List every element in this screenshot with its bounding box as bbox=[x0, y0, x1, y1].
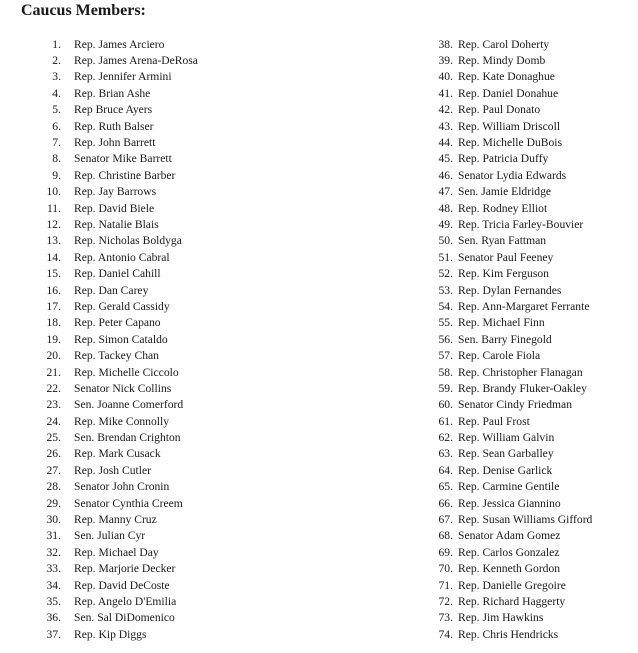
list-item bbox=[24, 413, 198, 429]
list-item bbox=[416, 561, 592, 577]
list-item bbox=[24, 282, 198, 298]
list-item bbox=[24, 315, 198, 331]
list-item bbox=[416, 167, 592, 183]
list-item bbox=[416, 593, 592, 609]
item-number: 21. bbox=[46, 365, 61, 379]
list-item bbox=[416, 364, 592, 380]
member-name: Rep. Kenneth Gordon bbox=[458, 562, 561, 576]
item-number: 64. bbox=[438, 463, 453, 477]
item-number: 70. bbox=[438, 562, 453, 576]
list-item bbox=[24, 561, 198, 577]
item-number: 34. bbox=[46, 578, 61, 592]
member-name: Rep. Josh Cutler bbox=[74, 463, 151, 477]
member-name: Rep. Jim Hawkins bbox=[458, 611, 544, 625]
item-number: 8. bbox=[52, 152, 61, 166]
list-item bbox=[24, 446, 198, 462]
member-name: Senator Nick Collins bbox=[74, 381, 172, 395]
list-item bbox=[416, 610, 592, 626]
list-item bbox=[416, 298, 592, 314]
member-name: Sen. Sal DiDomenico bbox=[74, 611, 175, 625]
member-name: Senator John Cronin bbox=[74, 480, 170, 494]
list-item bbox=[24, 151, 198, 167]
list-item bbox=[24, 380, 198, 396]
item-number: 19. bbox=[46, 332, 61, 346]
member-name: Rep. Christine Barber bbox=[74, 168, 176, 182]
list-item bbox=[416, 511, 592, 527]
list-item bbox=[24, 249, 198, 265]
list-item bbox=[416, 216, 592, 232]
list-item bbox=[24, 511, 198, 527]
list-item bbox=[24, 298, 198, 314]
member-name: Rep. Michelle DuBois bbox=[458, 136, 563, 150]
member-name: Rep. Mark Cusack bbox=[74, 447, 161, 461]
member-name: Rep. David DeCoste bbox=[74, 578, 170, 592]
item-number: 7. bbox=[52, 136, 61, 150]
member-name: Rep. Kim Ferguson bbox=[458, 267, 549, 281]
item-number: 51. bbox=[438, 250, 453, 264]
item-number: 44. bbox=[438, 136, 453, 150]
list-item bbox=[416, 462, 592, 478]
caucus-list-right bbox=[416, 36, 592, 642]
item-number: 61. bbox=[438, 414, 453, 428]
list-item bbox=[24, 167, 198, 183]
list-item bbox=[416, 151, 592, 167]
member-name: Rep. Jessica Giannino bbox=[458, 496, 561, 510]
item-number: 72. bbox=[438, 594, 453, 608]
caucus-list-left bbox=[24, 36, 198, 642]
item-number: 4. bbox=[52, 86, 61, 100]
item-number: 10. bbox=[46, 185, 61, 199]
member-name: Rep. Carol Doherty bbox=[458, 37, 550, 51]
member-name: Rep. Chris Hendricks bbox=[458, 627, 559, 641]
item-number: 36. bbox=[46, 611, 61, 625]
item-number: 23. bbox=[46, 398, 61, 412]
item-number: 45. bbox=[438, 152, 453, 166]
list-item bbox=[24, 626, 198, 642]
item-number: 42. bbox=[438, 103, 453, 117]
list-item bbox=[416, 249, 592, 265]
member-name: Rep. Dylan Fernandes bbox=[458, 283, 562, 297]
item-number: 63. bbox=[438, 447, 453, 461]
item-number: 33. bbox=[46, 562, 61, 576]
list-item bbox=[416, 577, 592, 593]
member-name: Rep. Paul Donato bbox=[458, 103, 541, 117]
list-item bbox=[24, 577, 198, 593]
list-item bbox=[24, 102, 198, 118]
list-item bbox=[24, 331, 198, 347]
member-name: Rep. Ruth Balser bbox=[74, 119, 154, 133]
member-name: Rep. Carmine Gentile bbox=[458, 480, 560, 494]
member-name: Rep. Marjorie Decker bbox=[74, 562, 176, 576]
item-number: 29. bbox=[46, 496, 61, 510]
member-name: Sen. Brendan Crighton bbox=[74, 431, 181, 445]
member-name: Rep. Patricia Duffy bbox=[458, 152, 549, 166]
item-number: 59. bbox=[438, 381, 453, 395]
list-item bbox=[416, 315, 592, 331]
member-name: Rep. Michael Day bbox=[74, 545, 159, 559]
member-name: Rep. Kip Diggs bbox=[74, 627, 147, 641]
member-name: Rep. Dan Carey bbox=[74, 283, 149, 297]
list-item bbox=[416, 413, 592, 429]
list-item bbox=[24, 479, 198, 495]
item-number: 62. bbox=[438, 431, 453, 445]
member-name: Sen. Jamie Eldridge bbox=[458, 185, 552, 199]
list-item bbox=[24, 216, 198, 232]
member-name: Rep. Brandy Fluker-Oakley bbox=[458, 381, 587, 395]
member-name: Rep. Gerald Cassidy bbox=[74, 299, 170, 313]
member-name: Rep. Rodney Elliot bbox=[458, 201, 548, 215]
list-item bbox=[24, 184, 198, 200]
item-number: 69. bbox=[438, 545, 453, 559]
item-number: 16. bbox=[46, 283, 61, 297]
member-name: Rep. Carole Fiola bbox=[458, 349, 541, 363]
member-name: Sen. Ryan Fattman bbox=[458, 234, 547, 248]
item-number: 37. bbox=[46, 627, 61, 641]
list-item bbox=[416, 134, 592, 150]
member-name: Rep. Ann-Margaret Ferrante bbox=[458, 299, 590, 313]
member-name: Rep. Jay Barrows bbox=[74, 185, 157, 199]
item-number: 13. bbox=[46, 234, 61, 248]
item-number: 57. bbox=[438, 349, 453, 363]
member-name: Senator Lydia Edwards bbox=[458, 168, 567, 182]
member-name: Senator Cindy Friedman bbox=[458, 398, 572, 412]
list-item bbox=[24, 429, 198, 445]
item-number: 47. bbox=[438, 185, 453, 199]
member-name: Rep. Susan Williams Gifford bbox=[458, 513, 593, 527]
item-number: 56. bbox=[438, 332, 453, 346]
item-number: 3. bbox=[52, 70, 61, 84]
member-name: Rep. William Galvin bbox=[458, 431, 555, 445]
list-item bbox=[24, 118, 198, 134]
list-item bbox=[416, 626, 592, 642]
member-name: Rep. Mike Connolly bbox=[74, 414, 170, 428]
item-number: 30. bbox=[46, 513, 61, 527]
item-number: 74. bbox=[438, 627, 453, 641]
item-number: 58. bbox=[438, 365, 453, 379]
item-number: 14. bbox=[46, 250, 61, 264]
item-number: 55. bbox=[438, 316, 453, 330]
page-title: Caucus Members: bbox=[21, 2, 146, 19]
item-number: 2. bbox=[52, 54, 61, 68]
item-number: 9. bbox=[52, 168, 61, 182]
member-name: Senator Mike Barrett bbox=[74, 152, 172, 166]
item-number: 18. bbox=[46, 316, 61, 330]
item-number: 67. bbox=[438, 513, 453, 527]
list-item bbox=[416, 479, 592, 495]
member-name: Rep. Manny Cruz bbox=[74, 513, 157, 527]
member-name: Rep. Peter Capano bbox=[74, 316, 161, 330]
member-name: Rep. David Biele bbox=[74, 201, 155, 215]
member-name: Rep. Denise Garlick bbox=[458, 463, 553, 477]
member-name: Rep. Angelo D'Emilia bbox=[74, 594, 177, 608]
list-item bbox=[416, 282, 592, 298]
list-item bbox=[24, 593, 198, 609]
list-item bbox=[416, 69, 592, 85]
member-name: Senator Paul Feeney bbox=[458, 250, 554, 264]
list-item bbox=[24, 347, 198, 363]
member-name: Rep. Brian Ashe bbox=[74, 86, 151, 100]
item-number: 39. bbox=[438, 54, 453, 68]
list-item bbox=[24, 85, 198, 101]
member-name: Rep. Jennifer Armini bbox=[74, 70, 172, 84]
item-number: 50. bbox=[438, 234, 453, 248]
list-item bbox=[416, 495, 592, 511]
item-number: 38. bbox=[438, 37, 453, 51]
item-number: 68. bbox=[438, 529, 453, 543]
item-number: 26. bbox=[46, 447, 61, 461]
item-number: 11. bbox=[46, 201, 61, 215]
member-name: Rep. Daniel Donahue bbox=[458, 86, 559, 100]
member-name: Rep. James Arciero bbox=[74, 37, 165, 51]
list-item bbox=[24, 528, 198, 544]
item-number: 12. bbox=[46, 217, 61, 231]
list-item bbox=[416, 331, 592, 347]
list-item bbox=[24, 200, 198, 216]
list-item bbox=[416, 118, 592, 134]
item-number: 25. bbox=[46, 431, 61, 445]
member-name: Rep. Nicholas Boldyga bbox=[74, 234, 182, 248]
list-item bbox=[416, 544, 592, 560]
list-item bbox=[24, 52, 198, 68]
member-name: Rep. Danielle Gregoire bbox=[458, 578, 566, 592]
member-name: Rep. Christopher Flanagan bbox=[458, 365, 583, 379]
member-name: Rep. Simon Cataldo bbox=[74, 332, 168, 346]
member-name: Rep. Natalie Blais bbox=[74, 217, 159, 231]
list-item bbox=[416, 528, 592, 544]
list-item bbox=[24, 36, 198, 52]
item-number: 20. bbox=[46, 349, 61, 363]
item-number: 1. bbox=[52, 37, 61, 51]
item-number: 31. bbox=[46, 529, 61, 543]
member-name: Rep. James Arena-DeRosa bbox=[74, 54, 198, 68]
member-name: Rep. Tricia Farley-Bouvier bbox=[458, 217, 584, 231]
list-item bbox=[24, 397, 198, 413]
member-name: Rep. Paul Frost bbox=[458, 414, 530, 428]
list-item bbox=[416, 184, 592, 200]
list-item bbox=[24, 265, 198, 281]
member-name: Rep. Daniel Cahill bbox=[74, 267, 161, 281]
item-number: 24. bbox=[46, 414, 61, 428]
item-number: 17. bbox=[46, 299, 61, 313]
list-item bbox=[416, 36, 592, 52]
member-name: Rep. Richard Haggerty bbox=[458, 594, 566, 608]
list-item bbox=[416, 233, 592, 249]
item-number: 53. bbox=[438, 283, 453, 297]
member-name: Rep. Michael Finn bbox=[458, 316, 545, 330]
list-item bbox=[24, 134, 198, 150]
item-number: 15. bbox=[46, 267, 61, 281]
item-number: 48. bbox=[438, 201, 453, 215]
item-number: 28. bbox=[46, 480, 61, 494]
item-number: 46. bbox=[438, 168, 453, 182]
member-name: Rep. Sean Garballey bbox=[458, 447, 554, 461]
item-number: 54. bbox=[438, 299, 453, 313]
item-number: 71. bbox=[438, 578, 453, 592]
member-name: Rep. Mindy Domb bbox=[458, 54, 546, 68]
item-number: 49. bbox=[438, 217, 453, 231]
member-name: Senator Cynthia Creem bbox=[74, 496, 183, 510]
member-name: Rep. Kate Donaghue bbox=[458, 70, 555, 84]
list-item bbox=[416, 380, 592, 396]
list-item bbox=[24, 495, 198, 511]
list-item bbox=[24, 69, 198, 85]
item-number: 22. bbox=[46, 381, 61, 395]
item-number: 65. bbox=[438, 480, 453, 494]
member-name: Rep Bruce Ayers bbox=[74, 103, 153, 117]
item-number: 73. bbox=[438, 611, 453, 625]
member-name: Senator Adam Gomez bbox=[458, 529, 561, 543]
member-name: Rep. William Driscoll bbox=[458, 119, 561, 133]
member-name: Sen. Joanne Comerford bbox=[74, 398, 184, 412]
list-item bbox=[24, 233, 198, 249]
list-item bbox=[416, 52, 592, 68]
member-name: Rep. Tackey Chan bbox=[74, 349, 159, 363]
item-number: 66. bbox=[438, 496, 453, 510]
list-item bbox=[416, 347, 592, 363]
item-number: 6. bbox=[52, 119, 61, 133]
item-number: 52. bbox=[438, 267, 453, 281]
member-name: Rep. Michelle Ciccolo bbox=[74, 365, 179, 379]
list-item bbox=[416, 429, 592, 445]
list-item bbox=[24, 364, 198, 380]
list-item bbox=[416, 446, 592, 462]
item-number: 32. bbox=[46, 545, 61, 559]
member-name: Rep. Carlos Gonzalez bbox=[458, 545, 560, 559]
item-number: 5. bbox=[52, 103, 61, 117]
list-item bbox=[24, 544, 198, 560]
list-item bbox=[416, 102, 592, 118]
list-item bbox=[24, 462, 198, 478]
member-name: Rep. Antonio Cabral bbox=[74, 250, 170, 264]
item-number: 43. bbox=[438, 119, 453, 133]
item-number: 60. bbox=[438, 398, 453, 412]
list-item bbox=[24, 610, 198, 626]
item-number: 27. bbox=[46, 463, 61, 477]
member-name: Sen. Julian Cyr bbox=[74, 529, 146, 543]
list-item bbox=[416, 265, 592, 281]
list-item bbox=[416, 200, 592, 216]
list-item bbox=[416, 85, 592, 101]
member-name: Sen. Barry Finegold bbox=[458, 332, 552, 346]
member-name: Rep. John Barrett bbox=[74, 136, 156, 150]
item-number: 41. bbox=[438, 86, 453, 100]
list-item bbox=[416, 397, 592, 413]
item-number: 40. bbox=[438, 70, 453, 84]
item-number: 35. bbox=[46, 594, 61, 608]
